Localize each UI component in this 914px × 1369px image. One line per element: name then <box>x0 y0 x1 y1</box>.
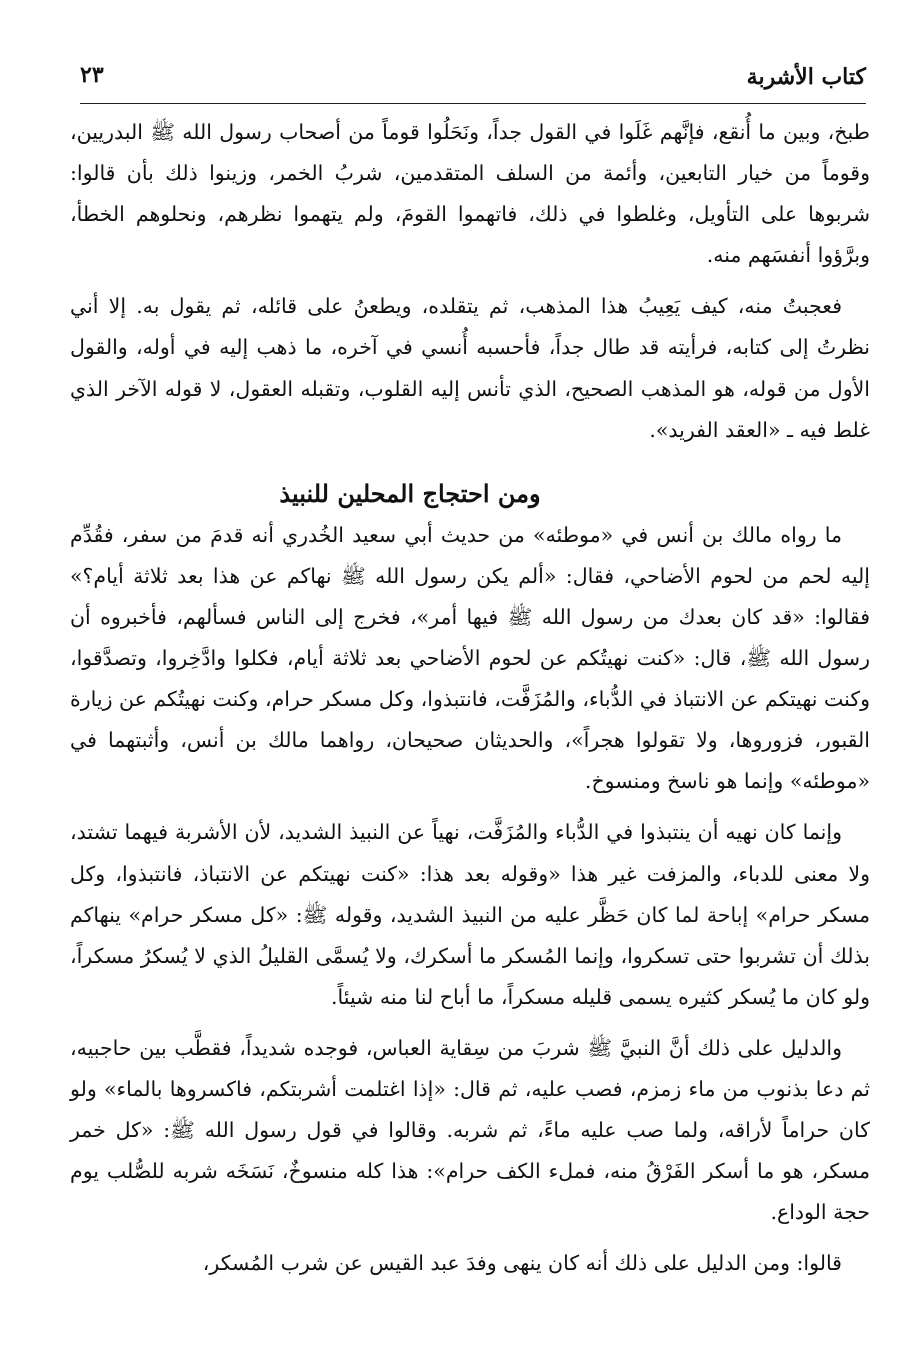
paragraph: قالوا: ومن الدليل على ذلك أنه كان ينهى وفدَ عبد القيس عن شرب المُسكر، <box>202 1251 842 1276</box>
paragraph: والدليل على ذلك أنَّ النبيَّ ﷺ شربَ من سِقاية العباس، فوجده شديداً، فقطَّب بين حاجبيه، ثم دعا بذنوب من ماء زمزم، فصب عليه، ثم قال: «إذا اغتلمت أشربتكم، فاكسروها بالماء» ولو كان حراماً لأراقه، ولما صب عليه ماءً، ثم شربه. وقالوا في قول رسول الله ﷺ: «كل خمر مسكر، هو ما أسكر الفَرْقُ منه، فملء الكف حرام»: هذا كله منسوخٌ، نَسَخَه شربه للصُّلب يوم حجة الوداع. <box>70 1035 870 1225</box>
page-number: ٢٣ <box>80 62 104 88</box>
header-title: كتاب الأشربة <box>746 64 866 90</box>
running-header <box>80 58 866 98</box>
section-heading: ومن احتجاج المحلين للنبيذ <box>279 478 541 508</box>
paragraph: طبخ، وبين ما أُنقع، فإنَّهم غَلَوا في القول جداً، ونَحَلُوا قوماً من أصحاب رسول الله ﷺ البدريين، وقوماً من خيار التابعين، وأئمة من السلف المتقدمين، شربُ الخمر، وزينوا ذلك بأن قالوا: شربوها على التأويل، وغلطوا في ذلك، فاتهموا القومَ، ولم يتهموا نظرهم، ونحلوهم الخطأ، وبرَّؤوا أنفسَهم منه. <box>70 120 870 268</box>
paragraph: وإنما كان نهيه أن ينتبذوا في الدُّباء والمُزَفَّت، نهياً عن النبيذ الشديد، لأن الأشربة فيهما تشتد، ولا معنى للدباء، والمزفت غير هذا «وقوله بعد هذا: «كنت نهيتكم عن الانتباذ، فانتبذوا، وكل مسكر حرام» إباحة لما كان حَظَّر عليه من النبيذ الشديد، وقوله ﷺ: «كل مسكر حرام» ينهاكم بذلك أن تشربوا حتى تسكروا، وإنما المُسكر ما أسكرك، ولا يُسمَّى القليلُ الذي لا يُسكرُ مسكراً، ولو كان ما يُسكر كثيره يسمى قليله مسكراً، ما أباح لنا منه شيئاً. <box>70 820 870 1009</box>
header-rule <box>80 103 866 104</box>
paragraph: ما رواه مالك بن أنس في «موطئه» من حديث أبي سعيد الخُدري أنه قدمَ من سفر، فقُدِّم إليه لحم من لحوم الأضاحي، فقال: «ألم يكن رسول الله ﷺ نهاكم عن هذا بعد ثلاثة أيام؟» فقالوا: «قد كان بعدك من رسول الله ﷺ فيها أمر»، فخرج إلى الناس فسألهم، فأخبروه أن رسول الله ﷺ، قال: «كنت نهيتُكم عن لحوم الأضاحي بعد ثلاثة أيام، فكلوا وادَّخِروا، وتصدَّقوا، وكنت نهيتكم عن الانتباذ في الدُّباء، والمُزَفَّت، فانتبذوا، وكل مسكر حرام، وكنت نهيتُكم عن زيارة القبور، فزوروها، ولا تقولوا هجراً»، والحديثان صحيحان، رواهما مالك بن أنس، وأثبتهما في «موطئه» وإنما هو ناسخ ومنسوخ. <box>70 522 870 794</box>
page-body <box>70 112 870 1284</box>
paragraph: فعجبتُ منه، كيف يَعِيبُ هذا المذهب، ثم يتقلده، ويطعنُ على قائله، ثم يقول به. إلا أني نظرتُ إلى كتابه، فرأيته قد طال جداً، فأحسبه أُنسي في آخره، ما ذهب إليه في أوله، والقول الأول من قوله، هو المذهب الصحيح، الذي تأنس إليه القلوب، وتقبله العقول، لا قوله الآخر الذي غلط فيه ـ «العقد الفريد». <box>70 294 870 442</box>
